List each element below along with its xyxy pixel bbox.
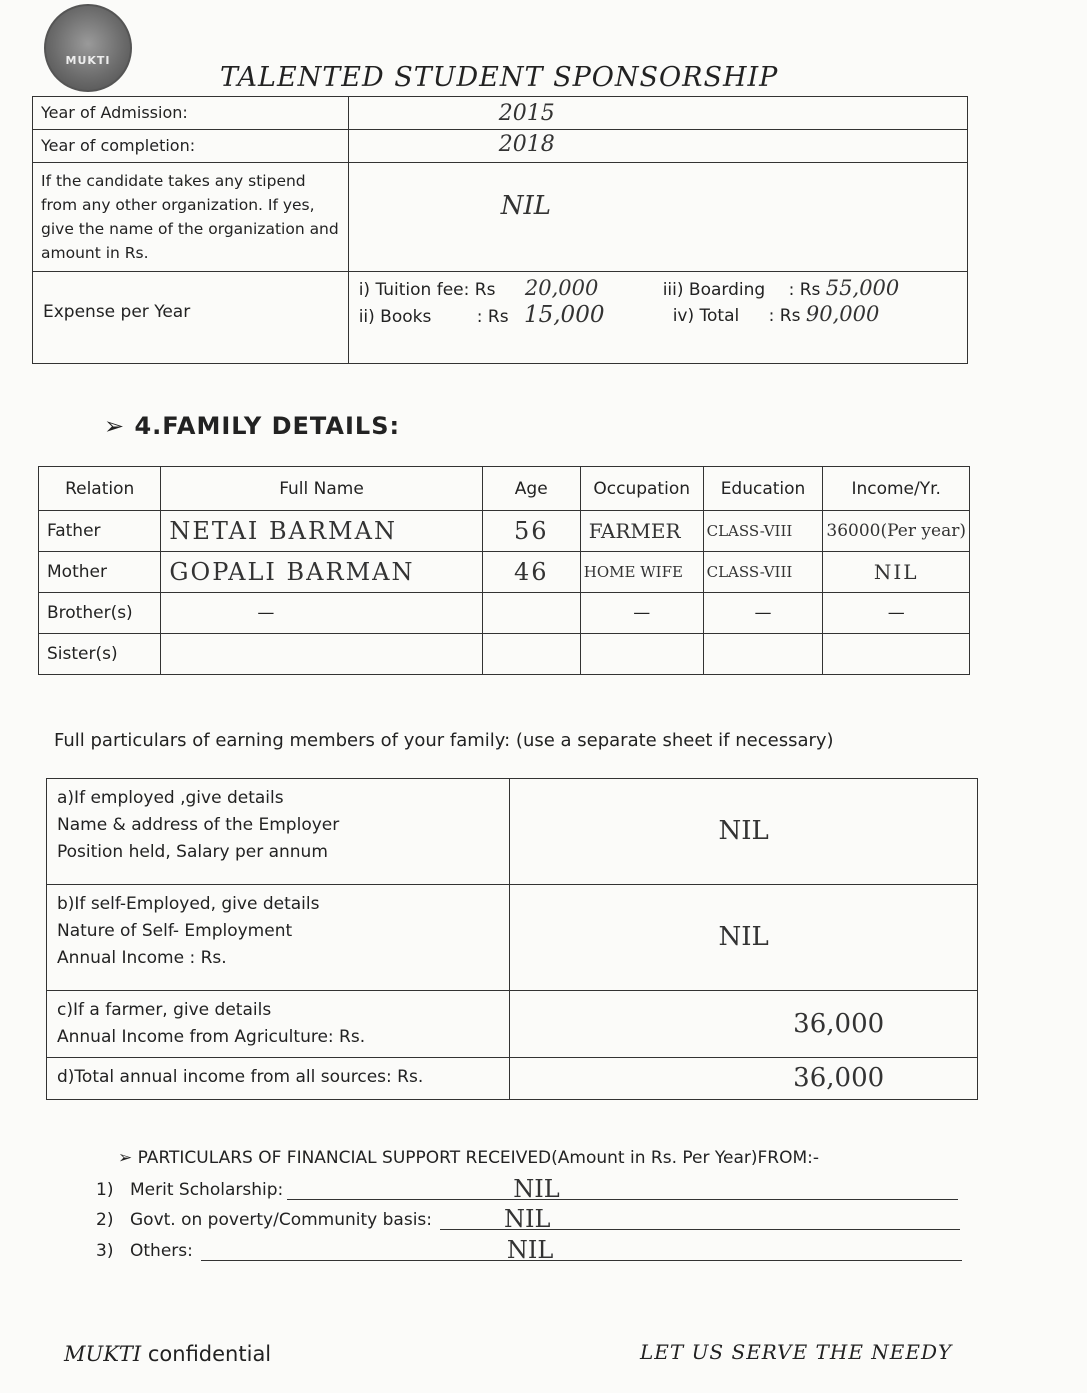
support-row-others: 3) Others: NIL — [96, 1241, 962, 1261]
logo-text: MUKTI — [65, 54, 111, 67]
col-age: Age — [482, 467, 580, 511]
tuition-value: 20,000 — [524, 276, 599, 300]
footer-confidential: MUKTI confidential — [64, 1342, 272, 1366]
support-row-govt: 2) Govt. on poverty/Community basis: NIL — [96, 1210, 960, 1230]
mother-age: 46 — [482, 552, 580, 593]
total-income-label: d)Total annual income from all sources: Rs. — [47, 1058, 510, 1100]
self-employed-value: NIL — [510, 885, 978, 991]
col-occupation: Occupation — [580, 467, 703, 511]
books-row: ii) Books : Rs 15,000 — [358, 302, 605, 328]
year-completion-value: 2018 — [498, 132, 555, 157]
year-admission-value: 2015 — [498, 101, 555, 126]
self-employed-details: b)If self-Employed, give details Nature of Self- Employment Annual Income : Rs. — [47, 885, 510, 991]
merit-scholarship-value: NIL — [513, 1175, 560, 1203]
employed-value: NIL — [510, 779, 978, 885]
total-income-value: 36,000 — [510, 1058, 978, 1100]
total-value: 90,000 — [805, 302, 880, 326]
mother-income: NIL — [823, 552, 970, 593]
financial-support-heading: ➢ PARTICULARS OF FINANCIAL SUPPORT RECEIVED(Amount in Rs. Per Year)FROM:- — [118, 1148, 819, 1168]
boarding-value: 55,000 — [825, 276, 900, 300]
books-label: ii) Books — [358, 307, 432, 327]
col-relation: Relation — [39, 467, 161, 511]
support-row-merit: 1) Merit Scholarship: NIL — [96, 1180, 958, 1200]
earning-table — [46, 778, 978, 1100]
family-row-brother: Brother(s) — — — — — [39, 593, 970, 634]
mother-occupation: HOME WIFE — [580, 552, 703, 593]
books-value: 15,000 — [523, 302, 605, 328]
govt-support-value: NIL — [504, 1205, 551, 1233]
father-name: NETAI BARMAN — [161, 511, 482, 552]
family-table — [38, 466, 970, 675]
stipend-value: NIL — [500, 191, 551, 221]
merit-scholarship-label: Merit Scholarship: — [130, 1180, 284, 1200]
expense-label: Expense per Year — [33, 272, 349, 364]
earning-members-intro: Full particulars of earning members of your family: (use a separate sheet if necessary) — [54, 730, 834, 751]
mother-education: CLASS-VIII — [703, 552, 823, 593]
father-age: 56 — [482, 511, 580, 552]
family-row-sister: Sister(s) — [39, 634, 970, 675]
col-income: Income/Yr. — [823, 467, 970, 511]
employed-details: a)If employed ,give details Name & address of the Employer Position held, Salary per annum — [47, 779, 510, 885]
form-title: TALENTED STUDENT SPONSORSHIP — [220, 62, 779, 93]
others-support-value: NIL — [506, 1236, 554, 1264]
total-label: iv) Total — [672, 306, 740, 326]
family-row-mother: Mother GOPALI BARMAN 46 HOME WIFE CLASS-VIII NIL — [39, 552, 970, 593]
father-income: 36000(Per year) — [823, 511, 970, 552]
col-full-name: Full Name — [161, 467, 482, 511]
mother-name: GOPALI BARMAN — [161, 552, 482, 593]
farmer-value: 36,000 — [510, 991, 978, 1058]
father-occupation: FARMER — [580, 511, 703, 552]
year-admission-label: Year of Admission: — [33, 97, 349, 130]
family-details-heading: ➢ 4.FAMILY DETAILS: — [104, 412, 401, 440]
tuition-row — [359, 276, 599, 300]
others-support-label: Others: — [130, 1241, 193, 1261]
boarding-label: iii) Boarding — [662, 280, 766, 300]
farmer-details: c)If a farmer, give details Annual Income from Agriculture: Rs. — [47, 991, 510, 1058]
mukti-logo — [44, 4, 132, 92]
tuition-label: i) Tuition fee: Rs — [358, 280, 496, 300]
father-education: CLASS-VIII — [703, 511, 823, 552]
stipend-label: If the candidate takes any stipend from any other organization. If yes, give the name of the organization and amount in Rs. — [33, 163, 349, 272]
sponsorship-table — [32, 96, 968, 364]
year-completion-label: Year of completion: — [33, 130, 349, 163]
family-row-father: Father NETAI BARMAN 56 FARMER CLASS-VIII 36000(Per year) — [39, 511, 970, 552]
total-row: iv) Total : Rs 90,000 — [672, 302, 880, 326]
footer-motto: LET US SERVE THE NEEDY — [640, 1340, 953, 1364]
col-education: Education — [703, 467, 823, 511]
boarding-row: iii) Boarding : Rs 55,000 — [662, 276, 900, 300]
govt-support-label: Govt. on poverty/Community basis: — [130, 1210, 433, 1230]
